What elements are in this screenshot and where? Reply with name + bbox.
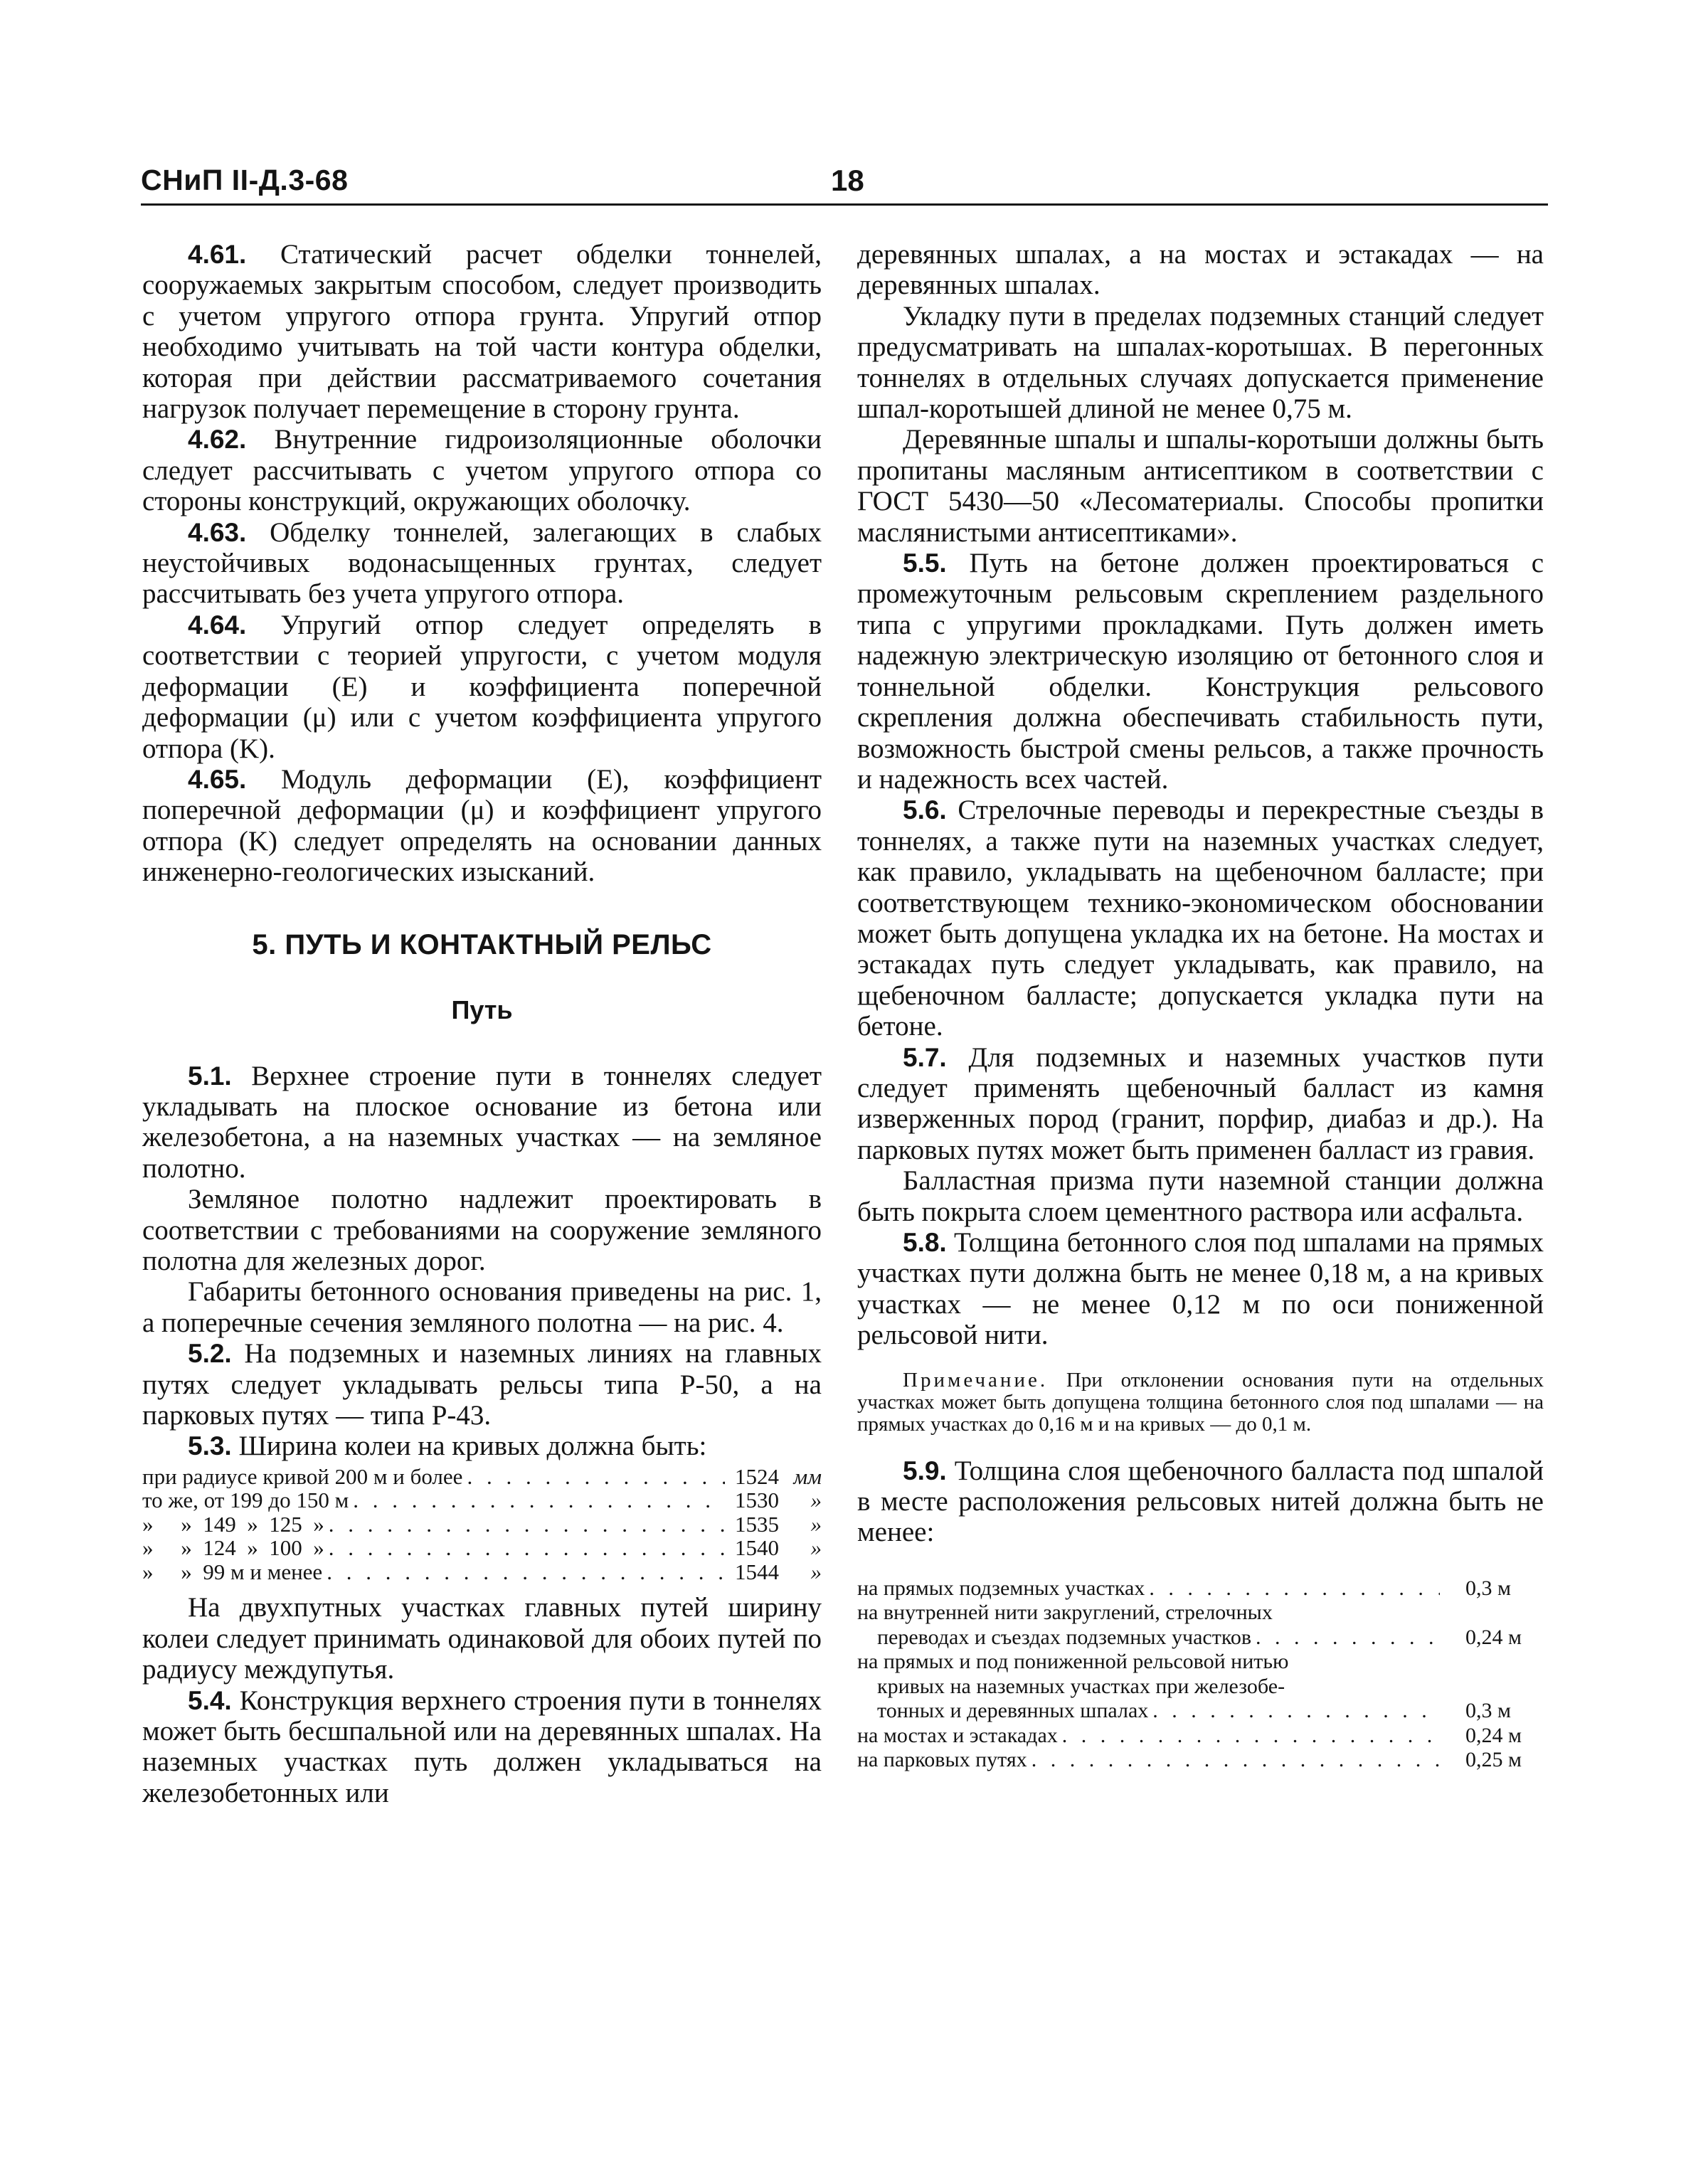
list-item: при радиусе кривой 200 м и более . . . 1524 мм — [142, 1465, 822, 1489]
clause-4-62: 4.62. Внутренние гидроизоляционные оболочки следует рассчитывать с учетом упругого отпора со стороны конструкций, окружающих оболочку. — [142, 424, 822, 517]
clause-4-63: 4.63. Обделку тоннелей, залегающих в слабых неустойчивых водонасыщенных грунтах, следует рассчитывать без учета упругого отпора. — [142, 516, 822, 610]
left-column — [142, 239, 822, 1808]
clause-5-7: 5.7. Для подземных и наземных участков пути следует применять щебеночный балласт из камня изверженных пород (гранит, порфир, диабаз и др.). На парковых путях может быть применен балласт из гравия. — [857, 1041, 1544, 1165]
list-item: на прямых и под пониженной рельсовой нитью — [857, 1650, 1289, 1674]
clause-5-1-paragraph-2: Земляное полотно надлежит проектировать в соответствии с требованиями на сооружение земляного полотна для железных дорог. — [142, 1184, 822, 1276]
gauge-width-list — [142, 1465, 822, 1584]
clause-5-8: 5.8. Толщина бетонного слоя под шпалами на прямых участках пути должна быть не менее 0,18 м, а на кривых участках — не менее 0,12 м по оси пониженной рельсовой нити. — [857, 1227, 1544, 1351]
clause-4-65: 4.65. Модуль деформации (E), коэффициент поперечной деформации (μ) и коэффициент упругого отпора (K) следует определять на основании данных инженерно-геологических изысканий. — [142, 763, 822, 888]
right-column — [857, 239, 1544, 1773]
list-item: на внутренней нити закруглений, стрелочных — [857, 1601, 1273, 1625]
clause-5-3: 5.3. Ширина колеи на кривых должна быть: — [188, 1431, 707, 1462]
subsection-title: Путь — [451, 995, 513, 1024]
list-item: на мостах и эстакадах . . . 0,24 м — [857, 1724, 1544, 1749]
clause-5-9: 5.9. Толщина слоя щебеночного балласта под шпалой в месте расположения рельсовых нитей должна быть не менее: — [857, 1455, 1544, 1548]
list-item: на прямых подземных участках . . . 0,3 м — [857, 1576, 1544, 1601]
page-header — [141, 159, 1548, 206]
document-code: СНиП II-Д.3-68 — [141, 164, 349, 196]
clause-5-7-paragraph-2: Балластная призма пути наземной станции должна быть покрыта слоем цементного раствора или асфальта. — [857, 1165, 1544, 1227]
clause-5-6: 5.6. Стрелочные переводы и перекрестные съезды в тоннелях, а также пути на наземных участках следует, как правило, укладывать на щебеночном балласте; при соответствующем технико-экономическом обосновании может быть допущена укладка их на бетоне. На мостах и эстакадах путь следует укладывать, как правило, на щебеночном балласте; допускается укладка пути на бетоне. — [857, 795, 1544, 1042]
note-label: Примечание. — [903, 1368, 1049, 1391]
clause-5-5: 5.5. Путь на бетоне должен проектироваться с промежуточным рельсовым скреплением раздельного типа с упругими прокладками. Путь должен иметь надежную электрическую изоляцию от бетонного слоя и тоннельной обделки. Конструкция рельсового скрепления должна обеспечивать стабильность пути, возможность быстрой смены рельсов, а также прочность и надежность всех частей. — [857, 548, 1544, 795]
clause-5-4: 5.4. Конструкция верхнего строения пути в тоннелях может быть бесшпальной или на деревянных шпалах. На наземных участках путь должен укладываться на железобетонных или — [142, 1685, 822, 1808]
list-item: то же, от 199 до 150 м . . . 1530 » — [142, 1488, 822, 1512]
note: Примечание. При отклонении основания пути на отдельных участках может быть допущена толщина бетонного слоя под шпалами — на прямых участках до 0,16 м и на кривых — до 0,1 м. — [857, 1368, 1544, 1436]
clause-5-2: 5.2. На подземных и наземных линиях на главных путях следует укладывать рельсы типа Р-50, а на парковых путях — типа Р-43. — [142, 1338, 822, 1431]
list-item: » » 149 » 125 » . . . 1535 » — [142, 1512, 822, 1537]
list-item: » » 124 » 100 » . . . 1540 » — [142, 1536, 822, 1560]
clause-5-3-paragraph-2: На двухпутных участках главных путей ширину колеи следует принимать одинаковой для обоих путей по радиусу междупутья. — [142, 1592, 822, 1685]
clause-5-4-paragraph-3: Деревянные шпалы и шпалы-коротыши должны быть пропитаны масляным антисептиком в соответствии с ГОСТ 5430—50 «Лесоматериалы. Способы пропитки маслянистыми антисептиками». — [857, 424, 1544, 548]
clause-5-1-paragraph-3: Габариты бетонного основания приведены на рис. 1, а поперечные сечения земляного полотна — на рис. 4. — [142, 1276, 822, 1338]
page-number: 18 — [831, 164, 864, 197]
section-title: 5. ПУТЬ И КОНТАКТНЫЙ РЕЛЬС — [252, 928, 712, 960]
clause-5-4-paragraph-2: Укладку пути в пределах подземных станций следует предусматривать на шпалах-коротышах. В перегонных тоннелях в отдельных случаях допускается применение шпал-коротышей длиной не менее 0,75 м. — [857, 300, 1544, 425]
clause-4-64: 4.64. Упругий отпор следует определять в соответствии с теорией упругости, с учетом модуля деформации (E) и коэффициента поперечной деформации (μ) или с учетом коэффициента упругого отпора (K). — [142, 609, 822, 764]
ballast-thickness-list: на прямых подземных участках . . . 0,3 м на внутренней нити закруглений, стрелочных переводах и съездах подземных участков . . . 0,24 м на прямых и под пониженной рельсовой нитью кривых на наземных участках при железобе- тонных и деревянных шпалах . . . 0,3 м на мостах и эстакадах . . . 0,24 м на парковых путях . . . 0,25 м — [857, 1576, 1544, 1773]
clause-5-1: 5.1. Верхнее строение пути в тоннелях следует укладывать на плоское основание из бетона или железобетона, а на наземных участках — на земляное полотно. — [142, 1060, 822, 1184]
clause-5-4-continuation: деревянных шпалах, а на мостах и эстакадах — на деревянных шпалах. — [857, 239, 1544, 301]
list-item: » » 99 м и менее . . . 1544 » — [142, 1560, 822, 1584]
clause-4-61: 4.61. Статический расчет обделки тоннелей, сооружаемых закрытым способом, следует производить с учетом упругого отпора грунта. Упругий отпор необходимо учитывать на той части контура обделки, которая при действии рассматриваемого сочетания нагрузок получает перемещение в сторону грунта. — [142, 239, 822, 425]
list-item: на парковых путях . . . 0,25 м — [857, 1748, 1544, 1773]
